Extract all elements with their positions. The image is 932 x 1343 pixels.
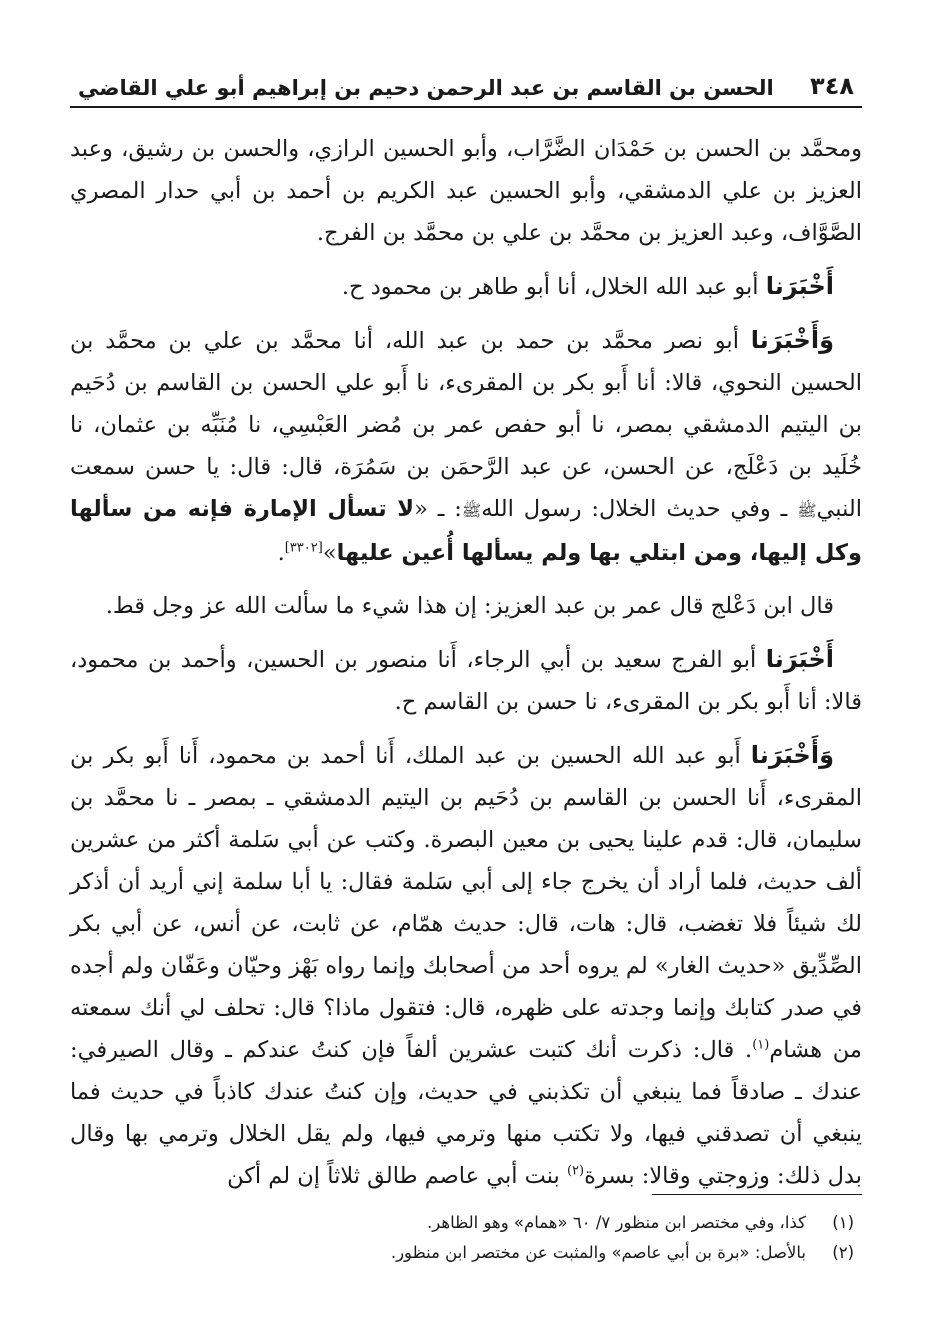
paragraph-5-text: أبو الفرج سعيد بن أبي الرجاء، أَنا منصور بن الحسين، وأحمد بن محمود، قالا: أنا أَبو بكر بن المقرىء، نا حسن بن القاسم ح.	[70, 647, 862, 715]
book-page	[70, 62, 862, 1303]
paragraph-6	[70, 734, 862, 1197]
akhbarana-lead: أَخْبَرَنا	[765, 272, 834, 300]
paragraph-3-text-d: »	[322, 540, 337, 566]
footnote-number: (١)	[832, 1213, 854, 1232]
paragraph-1: ومحمَّد بن الحسن بن حَمْدَان الضَّرَّاب، وأبو الحسين الرازي، والحسن بن رشيق، وعبد العزيز بن علي الدمشقي، وأبو الحسين عبد الكريم بن أحمد بن أبي حدار المصري الصَّوَّاف، وعبد العزيز بن محمَّد بن علي بن محمَّد بن الفرج.	[70, 136, 862, 246]
paragraph-6-text-c: بنت أبي عاصم طالق ثلاثاً إن لم أكن	[227, 1163, 567, 1189]
paragraph-5	[70, 638, 862, 723]
footnote	[70, 1238, 854, 1268]
paragraph-3-text-c: : ـ «	[414, 496, 462, 522]
akhbarana-lead: أَخْبَرَنا	[765, 645, 834, 673]
salla-glyph: ﷺ	[797, 501, 817, 520]
running-title: الحسن بن القاسم بن عبد الرحمن دحيم بن إبراهيم أبو علي القاضي	[78, 76, 774, 100]
footnote-number: (٢)	[832, 1243, 854, 1262]
paragraph-3-text-b: ـ وفي حديث الخلال: رسول الله	[481, 496, 798, 522]
akhbarana-lead: وَأَخْبَرَنا	[750, 326, 834, 354]
paragraph-3-text-a: أبو نصر محمَّد بن حمد بن عبد الله، أنا محمَّد بن علي بن محمَّد بن الحسين النحوي، قالا: أنا أَبو بكر بن المقرىء، نا أَبو علي الحسن بن القاسم بن دُحَيم بن اليتيم الدمشقي بمصر، نا أبو حفص عمر بن مُضر العَبْسِي، نا مُنَبِّه بن عثمان، نا خُلَيد بن دَعْلَج، عن الحسن، عن عبد الرَّحمَن بن سَمُرَة، قال: قال: يا حسن سمعت النبي	[70, 328, 862, 522]
main-text	[70, 128, 862, 1197]
paragraph-4: قال ابن دَعْلج قال عمر بن عبد العزيز: إن هذا شيء ما سألت الله عز وجل قط.	[105, 593, 834, 619]
footnote-divider	[652, 1194, 862, 1195]
paragraph-2	[70, 265, 862, 308]
page-number: ٣٤٨	[810, 72, 854, 100]
hadith-text: لا تسأل الإمارة فإنه من سألها وكل إليها، ومن ابتلي بها ولم يسألها أُعين عليها	[70, 496, 862, 566]
hadith-reference-number: [٣٣٠٢]	[284, 540, 323, 556]
page-header	[70, 62, 862, 108]
paragraph-2-text: أبو عبد الله الخلال، أنا أبو طاهر بن محمود ح.	[341, 274, 766, 300]
paragraph-3-end: .	[277, 540, 285, 566]
footnote	[70, 1208, 854, 1238]
footnote-marker-2: (٢)	[566, 1163, 585, 1179]
footnote-marker-1: (١)	[752, 1037, 770, 1053]
footnote-text: بالأصل: «برة بن أبي عاصم» والمثبت عن مختصر ابن منظور.	[390, 1243, 806, 1262]
footnotes	[70, 1208, 854, 1268]
paragraph-6-text-b: . قال: ذكرت أنك كتبت عشرين ألفاً فإن كنتُ عندكم ـ وقال الصيرفي: عندك ـ صادقاً فما ينبغي أن تكذبني في حديث، وإن كنتُ عندك كاذباً في حديث فما ينبغي أن تصدقني فيها، ولا تكتب منها وترمي فيها، ولم يقل الخلال وترمي بها وقال بدل ذلك: وزوجتي وقالا: بسرة	[70, 1037, 862, 1189]
akhbarana-lead: وَأَخْبَرَنا	[750, 741, 834, 769]
paragraph-3	[70, 319, 862, 574]
salla-glyph: ﷺ	[461, 501, 482, 520]
paragraph-6-text-a: أَبو عبد الله الحسين بن عبد الملك، أَنا أحمد بن محمود، أَنا أَبو بكر بن المقرىء، أَنا الحسن بن القاسم بن دُحَيم بن اليتيم الدمشقي ـ بمصر ـ نا محمَّد بن سليمان، قال: قدم علينا يحيى بن معين البصرة. وكتب عن أبي سَلمة أكثر من عشرين ألف حديث، فلما أراد أن يخرج جاء إلى أبي سَلمة فقال: يا أبا سلمة إني أريد أن أذكر لك شيئاً فلا تغضب، قال: هات، قال: حديث همّام، عن ثابت، عن أنس، عن أبي بكر الصِّدِّيق «حديث الغار» لم يروه أحد من أصحابك وإنما رواه بَهْز وحيّان وعَفّان ولم أجده في صدر كتابك وإنما وجدته على ظهره، قال: فتقول ماذا؟ قال: تحلف لي أنك سمعته من هشام	[70, 743, 862, 1063]
footnote-text: كذا، وفي مختصر ابن منظور ٧/ ٦٠ «همام» وهو الظاهر.	[427, 1213, 806, 1232]
